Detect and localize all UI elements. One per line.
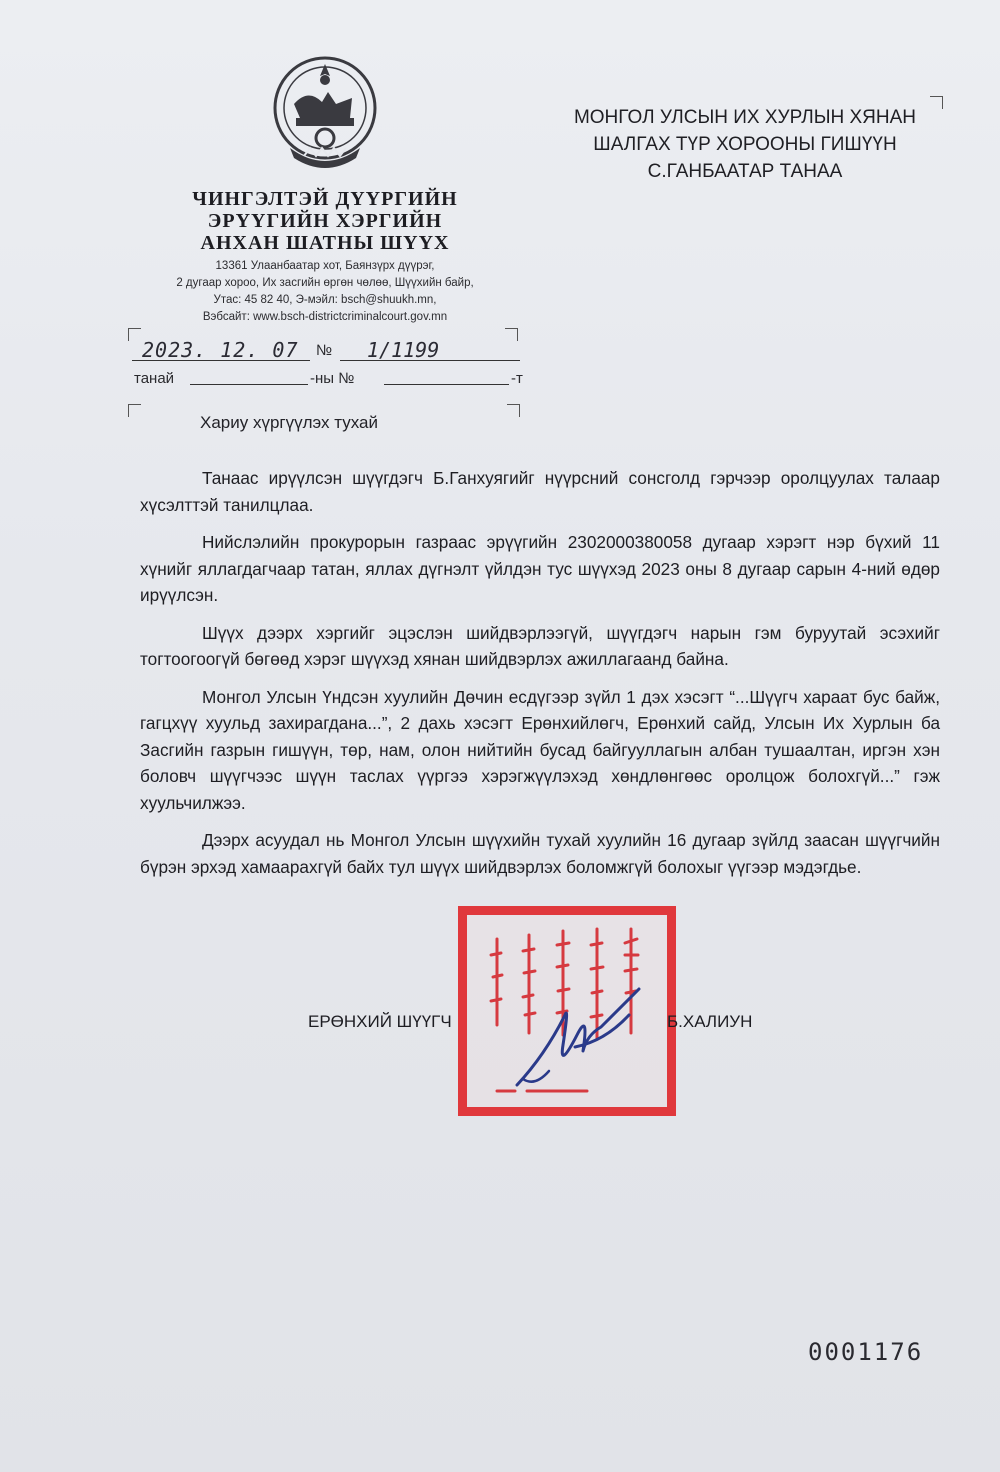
- body-paragraph: Дээрх асуудал нь Монгол Улсын шүүхийн тухай хуулийн 16 дугаар зүйлд заасан шүүгчийн бүрэн эрхэд хамаарахгүй байх тул шүүх шийдвэрлэх боломжгүй болохыг үүгээр мэдэгдье.: [140, 830, 940, 877]
- subject-corner-mark: [507, 404, 520, 417]
- signatory-name: Б.ХАЛИУН: [667, 1012, 753, 1031]
- recipient-line: ШАЛГАХ ТҮР ХОРООНЫ ГИШҮҮН: [593, 134, 897, 155]
- body-paragraph: Шүүх дээрх хэргийг эцэслэн шийдвэрлээгүй, шүүгдэгч нарын гэм буруутай эсэхийг тогтоогоогүй бөгөөд хэрэг шүүхэд хянан шийдвэрлэх ажиллагаанд байна.: [140, 622, 940, 669]
- sender-address-line: Вэбсайт: www.bsch-districtcriminalcourt.gov.mn: [202, 311, 448, 323]
- recipient-line: МОНГОЛ УЛСЫН ИХ ХУРЛЫН ХЯНАН: [573, 107, 917, 128]
- registration-line: [132, 338, 522, 364]
- recipient-line: С.ГАНБААТАР ТАНАА: [647, 161, 843, 182]
- reference-line: [134, 370, 534, 394]
- reference-suffix: -т: [511, 370, 523, 387]
- reference-blank-date: [190, 384, 308, 385]
- sender-organization-name: [160, 188, 490, 254]
- body-paragraph: Монгол Улсын Үндсэн хуулийн Дөчин есдүгээр зүйл 1 дэх хэсэгт “...Шүүгч хараат бус байж, гагцхүү хуульд захирагдана...”, 2 дахь хэсэгт Ерөнхийлөгч, Ерөнхий сайд, Улсын Их Хурлын ба Засгийн газрын гишүүн, төр, нам, олон нийтийн бусад байгууллагын албан тушаалтан, иргэн хэн боловч шүүгчээс шүүн таслах үүргээ хэрэгжүүлэхэд хөндлөнгөөс оролцож болохгүй...” гэж хуульчилжээ.: [140, 686, 940, 813]
- reference-middle: -ны №: [310, 370, 355, 387]
- subject-corner-mark: [128, 404, 141, 417]
- letter-date: 2023. 12. 07: [142, 338, 299, 362]
- reference-blank-number: [384, 384, 509, 385]
- sender-address-line: 2 дугаар хороо, Их засгийн өргөн чөлөө, Шүүхийн байр,: [176, 277, 474, 289]
- serial-number: 0001176: [808, 1338, 924, 1366]
- body-paragraph: Нийслэлийн прокурорын газраас эрүүгийн 2302000380058 дугаар хэрэгт нэр бүхий 11 хүнийг яллагдагчаар татан, яллах дүгнэлт үйлдэн тус шүүхэд 2023 оны 8 дугаар сарын 4-ний өдөр ирүүлсэн.: [140, 532, 940, 605]
- sender-address: [100, 258, 550, 326]
- reference-prefix: танай: [134, 370, 175, 387]
- letter-body: [140, 465, 940, 891]
- sender-name-line: АНХАН ШАТНЫ ШҮҮХ: [200, 232, 450, 254]
- handwritten-signature: [505, 975, 655, 1095]
- state-emblem-icon: [270, 52, 380, 172]
- sender-name-line: ЧИНГЭЛТЭЙ ДҮҮРГИЙН: [192, 188, 458, 210]
- sender-address-line: 13361 Улаанбаатар хот, Баянзүрх дүүрэг,: [215, 260, 435, 272]
- body-paragraph: Танаас ирүүлсэн шүүгдэгч Б.Ганхуягийг нүүрсний сонсголд гэрчээр оролцуулах талаар хүсэлттэй танилцлаа.: [140, 468, 940, 515]
- number-label: №: [316, 342, 333, 359]
- number-underline: [340, 360, 520, 361]
- signatory-title: ЕРӨНХИЙ ШҮҮГЧ: [308, 1012, 452, 1031]
- letter-number: 1/1199: [367, 338, 440, 362]
- sender-address-line: Утас: 45 82 40, Э-мэйл: bsch@shuukh.mn,: [213, 294, 437, 306]
- recipient-block: [545, 104, 945, 185]
- letter-subject: Хариу хүргүүлэх тухай: [200, 413, 378, 432]
- date-underline: [132, 360, 310, 361]
- sender-name-line: ЭРҮҮГИЙН ХЭРГИЙН: [207, 210, 443, 232]
